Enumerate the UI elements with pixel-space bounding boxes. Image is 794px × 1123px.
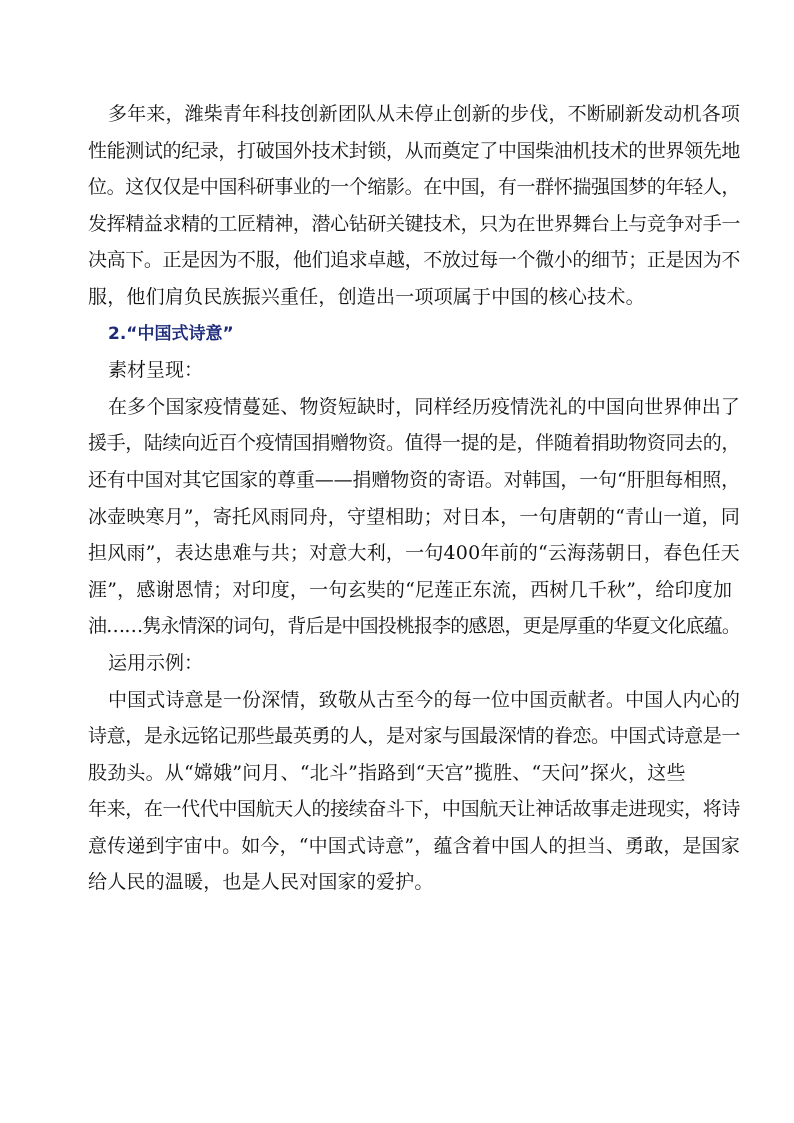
text-line: 中国式诗意是一份深情，致敬从古至今的每一位中国贡献者。中国人内心的 <box>108 688 740 711</box>
text-line: 服，他们肩负民族振兴重任，创造出一项项属于中国的核心技术。 <box>88 285 645 308</box>
text-line: 担风雨”，表达患难与共；对意大利，一句400年前的“云海荡朝日，春色任天 <box>88 542 740 565</box>
text-line: 发挥精益求精的工匠精神，潜心钻研关键技术，只为在世界舞台上与竞争对手一 <box>88 212 740 235</box>
paragraph-material <box>88 389 740 645</box>
text-line: 性能测试的纪录，打破国外技术封锁，从而奠定了中国柴油机技术的世界领先地 <box>88 139 740 162</box>
document-body <box>88 96 740 901</box>
section-heading: 2.“中国式诗意” <box>108 323 234 344</box>
text-line: 意传递到宇宙中。如今，“中国式诗意”，蕴含着中国人的担当、勇敢，是国家 <box>88 834 740 857</box>
paragraph-example <box>88 682 740 902</box>
text-line: 诗意，是永远铭记那些最英勇的人，是对家与国最深情的眷恋。中国式诗意是一 <box>88 725 740 748</box>
text-line: 年来，在一代代中国航天人的接续奋斗下，中国航天让神话故事走进现实，将诗 <box>88 798 740 821</box>
text-line: 涯”，感谢恩情；对印度，一句玄奘的“尼莲正东流，西树几千秋”，给印度加 <box>88 578 733 601</box>
material-label: 素材呈现： <box>108 359 204 382</box>
text-line: 位。这仅仅是中国科研事业的一个缩影。在中国，有一群怀揣强国梦的年轻人， <box>88 176 740 199</box>
text-line: 油……隽永情深的词句，背后是中国投桃报李的感恩，更是厚重的华夏文化底蕴。 <box>88 615 740 638</box>
paragraph-innovation-team <box>88 96 740 316</box>
text-line: 股劲头。从“嫦娥”问月、“北斗”指路到“天宫”揽胜、“天问”探火，这些 <box>88 761 686 784</box>
text-line: 多年来，潍柴青年科技创新团队从未停止创新的步伐，不断刷新发动机各项 <box>108 103 740 125</box>
text-line: 决高下。正是因为不服，他们追求卓越，不放过每一个微小的细节；正是因为不 <box>88 249 740 272</box>
text-line: 援手，陆续向近百个疫情国捐赠物资。值得一提的是，伴随着捐助物资同去的， <box>88 432 740 455</box>
text-line: 还有中国对其它国家的尊重——捐赠物资的寄语。对韩国，一句“肝胆每相照， <box>88 468 740 491</box>
example-label: 运用示例： <box>108 651 204 674</box>
text-line: 冰壶映寒月”，寄托风雨同舟，守望相助；对日本，一句唐朝的“青山一道，同 <box>88 505 740 528</box>
text-line: 在多个国家疫情蔓延、物资短缺时，同样经历疫情洗礼的中国向世界伸出了 <box>108 395 740 418</box>
text-line: 给人民的温暖，也是人民对国家的爱护。 <box>88 871 434 894</box>
